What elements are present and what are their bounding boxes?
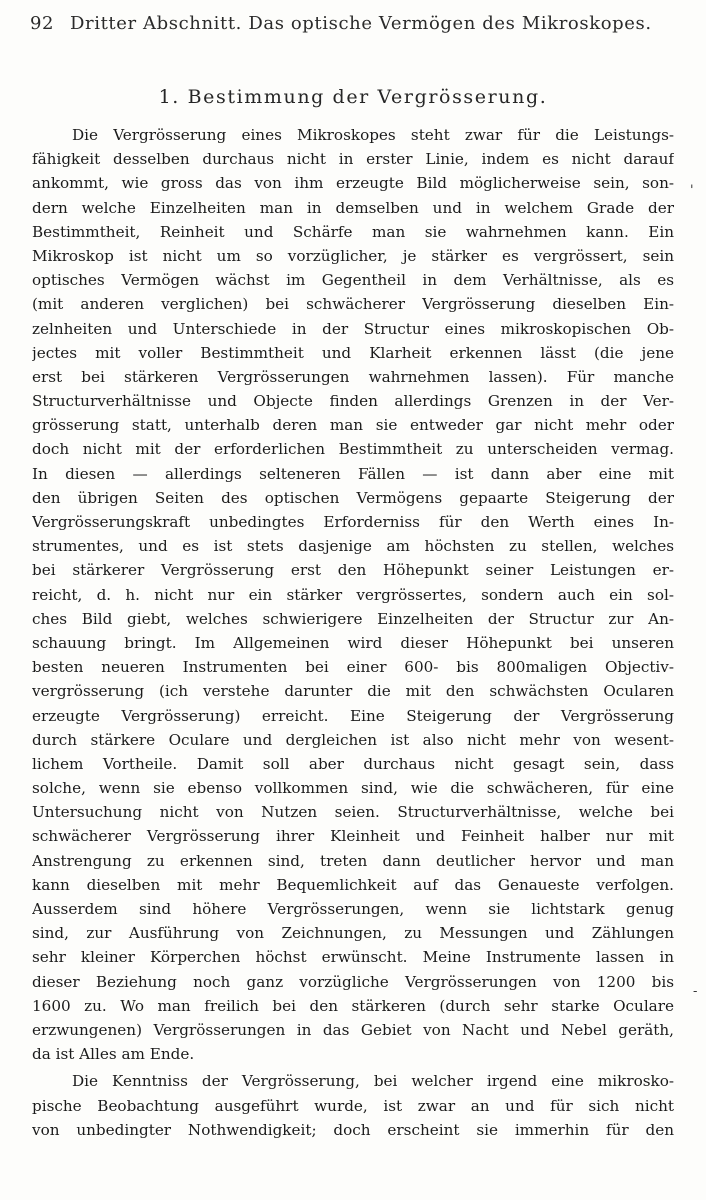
text-line: strumentes, und es ist stets dasjenige am höchsten zu stellen, welches <box>32 537 674 556</box>
running-title: Dritter Abschnitt. Das optische Vermögen des Mikroskopes. <box>70 13 652 34</box>
text-line: optisches Vermögen wächst im Gegentheil in dem Verhältnisse, als es <box>32 271 674 290</box>
text-line: Structurverhältnisse und Objecte finden allerdings Grenzen in der Ver- <box>32 392 674 411</box>
text-line: pische Beobachtung ausgeführt wurde, ist zwar an und für sich nicht <box>32 1096 674 1115</box>
text-line: vergrösserung (ich verstehe darunter die mit den schwächsten Ocularen <box>32 682 674 701</box>
text-line: Mikroskop ist nicht um so vorzüglicher, je stärker es vergrössert, sein <box>32 246 674 265</box>
text-line: Untersuchung nicht von Nutzen seien. Structurverhältnisse, welche bei <box>32 803 674 822</box>
running-header <box>30 13 680 39</box>
text-line: solche, wenn sie ebenso vollkommen sind, wie die schwächeren, für eine <box>32 779 674 798</box>
text-line: Die Vergrösserung eines Mikroskopes steht zwar für die Leistungs- <box>72 126 674 144</box>
text-line: erzwungenen) Vergrösserungen in das Gebiet von Nacht und Nebel geräth, <box>32 1020 674 1039</box>
text-line: schwächerer Vergrösserung ihrer Kleinheit und Feinheit halber nur mit <box>32 827 674 846</box>
text-line: jectes mit voller Bestimmtheit und Klarheit erkennen lässt (die jene <box>32 343 674 362</box>
text-line: Die Kenntniss der Vergrösserung, bei welcher irgend eine mikrosko- <box>72 1072 674 1091</box>
text-line: In diesen — allerdings selteneren Fällen — ist dann aber eine mit <box>32 464 674 483</box>
text-line: ankommt, wie gross das von ihm erzeugte Bild möglicherweise sein, son- <box>32 174 674 193</box>
text-line: reicht, d. h. nicht nur ein stärker vergrössertes, sondern auch ein sol- <box>32 585 674 604</box>
text-line: grösserung statt, unterhalb deren man sie entweder gar nicht mehr oder <box>32 416 674 435</box>
text-line: den übrigen Seiten des optischen Vermögens gepaarte Steigerung der <box>32 488 674 507</box>
page-number: 92 <box>30 13 55 34</box>
text-line: Anstrengung zu erkennen sind, treten dann deutlicher hervor und man <box>32 851 674 870</box>
text-line: Vergrösserungskraft unbedingtes Erforderniss für den Werth eines In- <box>32 513 674 531</box>
text-line: Bestimmtheit, Reinheit und Schärfe man sie wahrnehmen kann. Ein <box>32 222 674 241</box>
text-line: sehr kleiner Körperchen höchst erwünscht. Meine Instrumente lassen in <box>32 948 674 967</box>
text-line: sind, zur Ausführung von Zeichnungen, zu Messungen und Zählungen <box>32 924 674 943</box>
margin-tick: ' <box>690 183 694 198</box>
text-line: erzeugte Vergrösserung) erreicht. Eine Steigerung der Vergrösserung <box>32 706 674 725</box>
text-line: zelnheiten und Unterschiede in der Structur eines mikroskopischen Ob- <box>32 319 674 338</box>
text-line: schauung bringt. Im Allgemeinen wird dieser Höhepunkt bei unseren <box>32 633 674 652</box>
text-line: fähigkeit desselben durchaus nicht in erster Linie, indem es nicht darauf <box>32 150 674 169</box>
text-line: dieser Beziehung noch ganz vorzügliche Vergrösserungen von 1200 bis <box>32 972 674 991</box>
margin-tick: - <box>693 984 698 999</box>
text-line: ches Bild giebt, welches schwierigere Einzelheiten der Structur zur An- <box>32 609 674 628</box>
text-line: (mit anderen verglichen) bei schwächerer Vergrösserung dieselben Ein- <box>32 295 674 314</box>
section-heading: 1. Bestimmung der Vergrösserung. <box>158 86 548 108</box>
text-line: besten neueren Instrumenten bei einer 600- bis 800maligen Objectiv- <box>32 658 674 677</box>
text-line: lichem Vortheile. Damit soll aber durchaus nicht gesagt sein, dass <box>32 754 674 773</box>
text-line: kann dieselben mit mehr Bequemlichkeit auf das Genaueste verfolgen. <box>32 875 674 894</box>
body-text <box>32 123 674 1142</box>
text-line: da ist Alles am Ende. <box>32 1045 195 1064</box>
text-line: dern welche Einzelheiten man in demselben und in welchem Grade der <box>32 198 674 217</box>
text-line: von unbedingter Nothwendigkeit; doch erscheint sie immerhin für den <box>32 1120 674 1139</box>
text-line: bei stärkerer Vergrösserung erst den Höhepunkt seiner Leistungen er- <box>32 561 674 580</box>
text-line: durch stärkere Oculare und dergleichen ist also nicht mehr von wesent- <box>32 730 674 749</box>
paragraph-1 <box>32 123 674 1066</box>
text-line: doch nicht mit der erforderlichen Bestimmtheit zu unterscheiden vermag. <box>32 440 674 459</box>
text-line: 1600 zu. Wo man freilich bei den stärkeren (durch sehr starke Oculare <box>32 996 674 1015</box>
text-line: Ausserdem sind höhere Vergrösserungen, wenn sie lichtstark genug <box>32 900 674 918</box>
paragraph-2 <box>32 1069 674 1142</box>
text-line: erst bei stärkeren Vergrösserungen wahrnehmen lassen). Für manche <box>32 367 674 386</box>
